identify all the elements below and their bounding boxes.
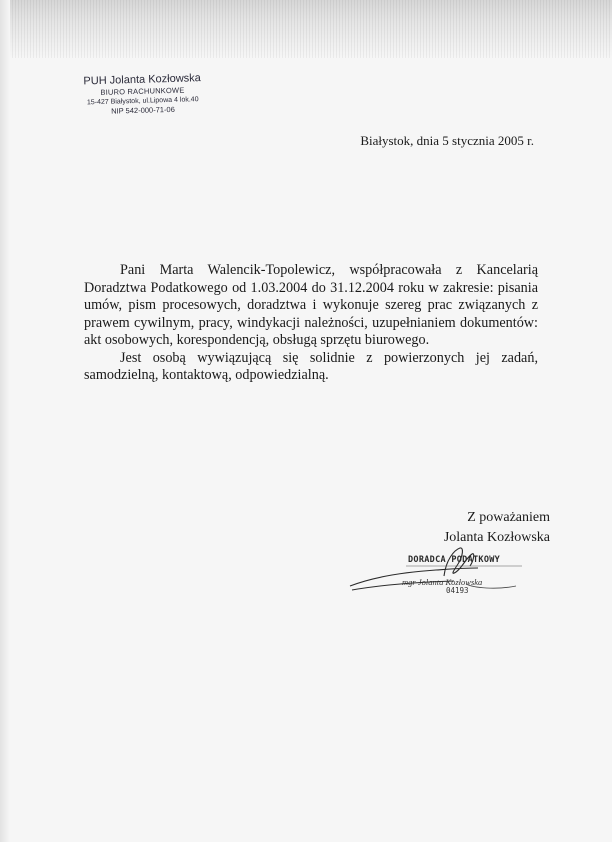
closing-block [410, 508, 550, 548]
scan-shadow-left [0, 0, 10, 842]
stamp-title: DORADCA PODATKOWY [408, 555, 501, 565]
stamp-number: 04193 [446, 586, 469, 595]
body-paragraph-1: Pani Marta Walencik-Topolewicz, współpracowała z Kancelarią Doradztwa Podatkowego od 1.03.2004 do 31.12.2004 roku w zakresie: pisania umów, pism procesowych, doradztwa i wykonuje szereg prac związanych z prawem cywilnym, pracy, windykacji należności, uzupełnianiem dokumentów: akt osobowych, korespondencją, obsługą sprzętu biurowego. [84, 262, 538, 348]
letter-body [84, 262, 538, 385]
closing-salutation: Z poważaniem [467, 510, 550, 525]
letterhead-nip: NIP 542-000-71-06 [111, 104, 175, 116]
stamp-name: mgr Jolanta Kozłowska [402, 577, 483, 587]
letterhead-company: PUH Jolanta Kozłowska [83, 72, 201, 88]
place-and-date: Białystok, dnia 5 stycznia 2005 r. [360, 133, 534, 148]
letterhead-address: 15-427 Białystok, ul.Lipowa 4 lok.40 [86, 96, 199, 107]
letterhead-office: BIURO RACHUNKOWE [100, 85, 185, 97]
scan-shadow-top [0, 0, 612, 58]
body-paragraph-2: Jest osobą wywiązującą się solidnie z powierzonych jej zadań, samodzielną, kontaktową, odpowiedzialną. [84, 349, 538, 383]
advisor-stamp [346, 546, 536, 602]
letterhead-stamp [62, 72, 223, 118]
closing-signatory-name: Jolanta Kozłowska [443, 530, 550, 545]
